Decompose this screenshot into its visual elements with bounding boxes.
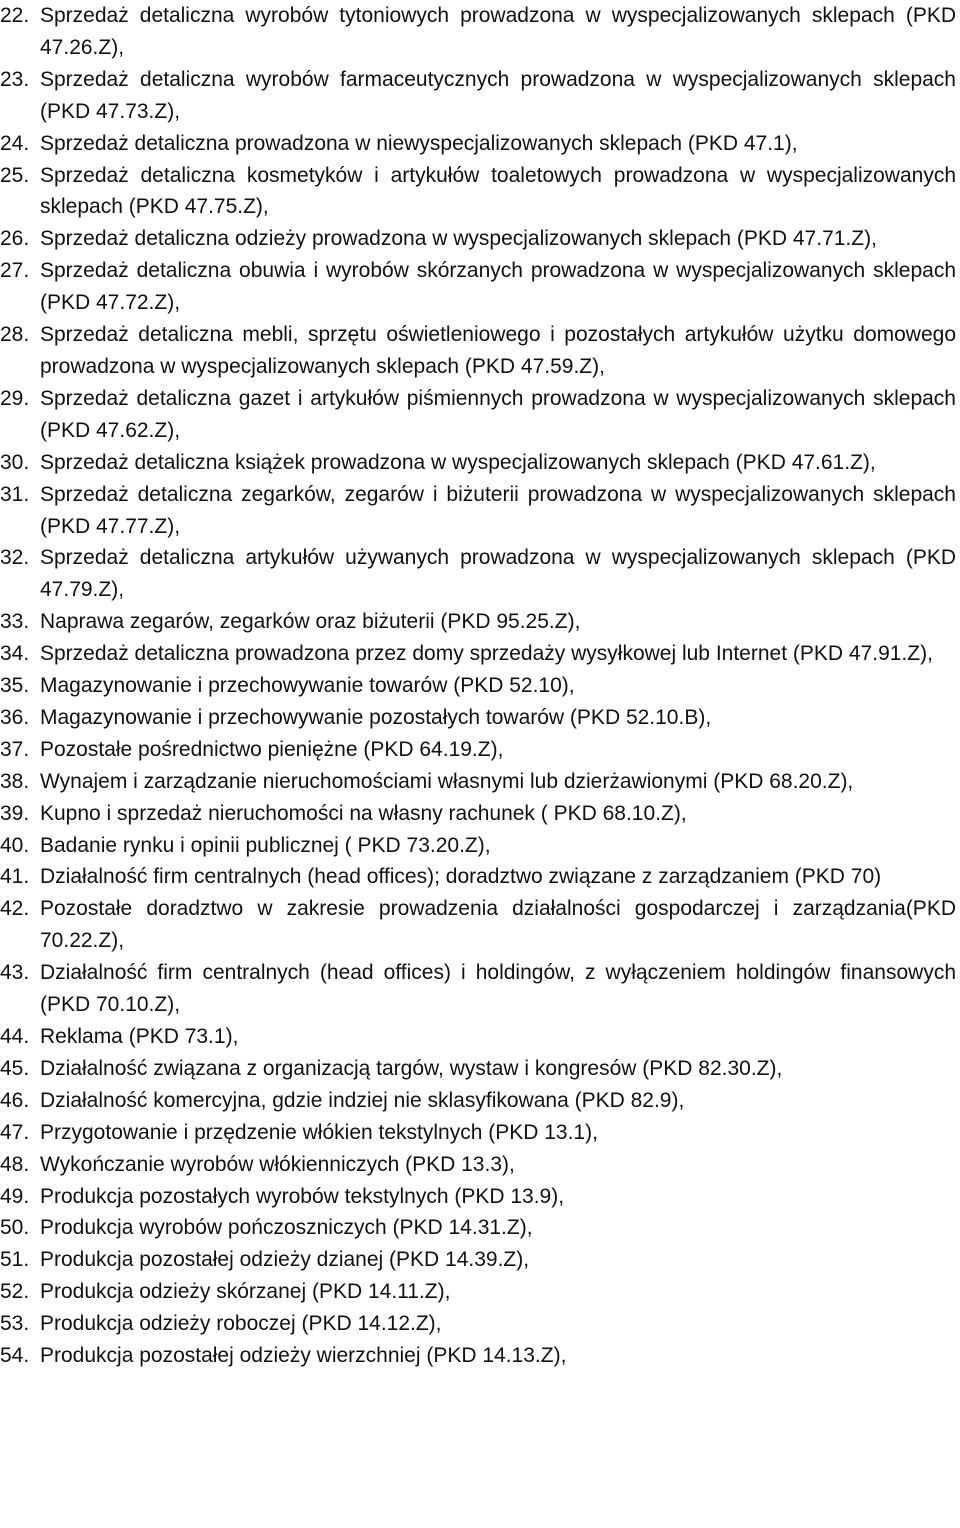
list-item	[0, 1149, 956, 1181]
item-text: Magazynowanie i przechowywanie towarów (PKD 52.10),	[40, 674, 575, 698]
item-text: Produkcja pozostałych wyrobów tekstylnych (PKD 13.9),	[40, 1184, 565, 1208]
list-item	[0, 542, 956, 606]
item-number: 26.	[0, 227, 30, 251]
list-item	[0, 638, 956, 670]
list-item	[0, 1340, 956, 1372]
item-text: Wynajem i zarządzanie nieruchomościami własnymi lub dzierżawionymi (PKD 68.20.Z),	[40, 769, 854, 793]
item-number: 41.	[0, 865, 30, 889]
list-item	[0, 1053, 956, 1085]
item-text: Wykończanie wyrobów włókienniczych (PKD 13.3),	[40, 1152, 515, 1176]
item-number: 31.	[0, 482, 30, 506]
item-number: 28.	[0, 323, 30, 347]
list-item	[0, 0, 956, 64]
item-number: 42.	[0, 897, 30, 921]
item-number: 51.	[0, 1248, 30, 1272]
item-text: Sprzedaż detaliczna gazet i artykułów piśmiennych prowadzona w wyspecjalizowanych sklepach (PKD 47.62.Z),	[40, 386, 956, 442]
list-item	[0, 670, 956, 702]
item-text: Sprzedaż detaliczna prowadzona w niewyspecjalizowanych sklepach (PKD 47.1),	[40, 131, 798, 155]
list-item	[0, 1117, 956, 1149]
list-item	[0, 861, 956, 893]
item-number: 36.	[0, 705, 30, 729]
item-text: Sprzedaż detaliczna zegarków, zegarów i biżuterii prowadzona w wyspecjalizowanych sklepach (PKD 47.77.Z),	[40, 482, 956, 538]
item-text: Sprzedaż detaliczna obuwia i wyrobów skórzanych prowadzona w wyspecjalizowanych sklepach (PKD 47.72.Z),	[40, 259, 956, 315]
list-item	[0, 957, 956, 1021]
item-text: Działalność firm centralnych (head offices); doradztwo związane z zarządzaniem (PKD 70)	[40, 865, 882, 889]
item-text: Reklama (PKD 73.1),	[40, 1025, 239, 1048]
item-number: 49.	[0, 1184, 30, 1208]
item-text: Działalność komercyjna, gdzie indziej nie sklasyfikowana (PKD 82.9),	[40, 1088, 685, 1112]
item-text: Sprzedaż detaliczna prowadzona przez domy sprzedaży wysyłkowej lub Internet (PKD 47.91.Z),	[40, 642, 933, 666]
item-text: Przygotowanie i przędzenie włókien tekstylnych (PKD 13.1),	[40, 1120, 598, 1144]
item-text: Kupno i sprzedaż nieruchomości na własny rachunek ( PKD 68.10.Z),	[40, 801, 687, 825]
list-item	[0, 479, 956, 543]
list-item	[0, 798, 956, 830]
list-item	[0, 893, 956, 957]
item-text: Badanie rynku i opinii publicznej ( PKD 73.20.Z),	[40, 833, 491, 857]
item-number: 54.	[0, 1344, 30, 1368]
item-number: 40.	[0, 833, 30, 857]
item-text: Działalność związana z organizacją targów, wystaw i kongresów (PKD 82.30.Z),	[40, 1056, 783, 1080]
item-text: Sprzedaż detaliczna kosmetyków i artykułów toaletowych prowadzona w wyspecjalizowanych sklepach (PKD 47.75.Z),	[40, 163, 956, 219]
list-item	[0, 702, 956, 734]
item-number: 22.	[0, 4, 30, 27]
list-item	[0, 1244, 956, 1276]
list-item	[0, 64, 956, 128]
item-number: 24.	[0, 131, 30, 155]
item-number: 52.	[0, 1280, 30, 1304]
list-item	[0, 383, 956, 447]
item-number: 47.	[0, 1120, 30, 1144]
list-item	[0, 160, 956, 224]
item-text: Naprawa zegarów, zegarków oraz biżuterii (PKD 95.25.Z),	[40, 610, 581, 634]
item-number: 34.	[0, 642, 30, 666]
item-number: 35.	[0, 674, 30, 698]
item-text: Produkcja pozostałej odzieży wierzchniej (PKD 14.13.Z),	[40, 1344, 567, 1368]
item-number: 33.	[0, 610, 30, 634]
item-number: 48.	[0, 1152, 30, 1176]
item-number: 27.	[0, 259, 30, 283]
list-item	[0, 1212, 956, 1244]
item-number: 32.	[0, 546, 30, 570]
item-number: 38.	[0, 769, 30, 793]
list-item	[0, 255, 956, 319]
item-number: 37.	[0, 737, 30, 761]
item-text: Sprzedaż detaliczna mebli, sprzętu oświetleniowego i pozostałych artykułów użytku domowego prowadzona w wyspecjalizowanych sklepach (PKD 47.59.Z),	[40, 323, 956, 378]
item-number: 30.	[0, 450, 30, 474]
item-text: Pozostałe pośrednictwo pieniężne (PKD 64.19.Z),	[40, 737, 504, 761]
item-text: Sprzedaż detaliczna odzieży prowadzona w wyspecjalizowanych sklepach (PKD 47.71.Z),	[40, 227, 877, 251]
list-item	[0, 319, 956, 383]
item-number: 29.	[0, 386, 30, 410]
item-number: 25.	[0, 163, 30, 187]
item-text: Produkcja odzieży roboczej (PKD 14.12.Z),	[40, 1312, 442, 1336]
item-number: 23.	[0, 67, 30, 91]
item-text: Sprzedaż detaliczna książek prowadzona w wyspecjalizowanych sklepach (PKD 47.61.Z),	[40, 450, 876, 474]
list-item	[0, 1308, 956, 1340]
item-number: 50.	[0, 1216, 30, 1240]
list-item	[0, 1021, 956, 1053]
list-item	[0, 1085, 956, 1117]
item-text: Sprzedaż detaliczna wyrobów farmaceutycznych prowadzona w wyspecjalizowanych sklepach (PKD 47.73.Z),	[40, 67, 956, 123]
item-text: Sprzedaż detaliczna wyrobów tytoniowych prowadzona w wyspecjalizowanych sklepach (PKD 47.26.Z),	[40, 4, 956, 59]
item-text: Magazynowanie i przechowywanie pozostałych towarów (PKD 52.10.B),	[40, 705, 712, 729]
list-item	[0, 606, 956, 638]
list-item	[0, 830, 956, 862]
item-number: 53.	[0, 1312, 30, 1336]
item-text: Produkcja pozostałej odzieży dzianej (PKD 14.39.Z),	[40, 1248, 530, 1272]
list-item	[0, 1181, 956, 1213]
list-item	[0, 447, 956, 479]
item-text: Sprzedaż detaliczna artykułów używanych prowadzona w wyspecjalizowanych sklepach (PKD 47.79.Z),	[40, 546, 956, 602]
item-number: 46.	[0, 1088, 30, 1112]
list-item	[0, 128, 956, 160]
item-text: Produkcja wyrobów pończoszniczych (PKD 14.31.Z),	[40, 1216, 533, 1240]
item-text: Produkcja odzieży skórzanej (PKD 14.11.Z),	[40, 1280, 451, 1304]
item-number: 39.	[0, 801, 30, 825]
list-item	[0, 734, 956, 766]
list-item	[0, 223, 956, 255]
item-number: 44.	[0, 1025, 30, 1048]
item-text: Pozostałe doradztwo w zakresie prowadzenia działalności gospodarczej i zarządzania(PKD 70.22.Z),	[40, 897, 956, 953]
item-number: 43.	[0, 961, 30, 985]
list-item	[0, 766, 956, 798]
item-number: 45.	[0, 1056, 30, 1080]
item-text: Działalność firm centralnych (head offices) i holdingów, z wyłączeniem holdingów finansowych (PKD 70.10.Z),	[40, 961, 956, 1017]
list-item	[0, 1276, 956, 1308]
